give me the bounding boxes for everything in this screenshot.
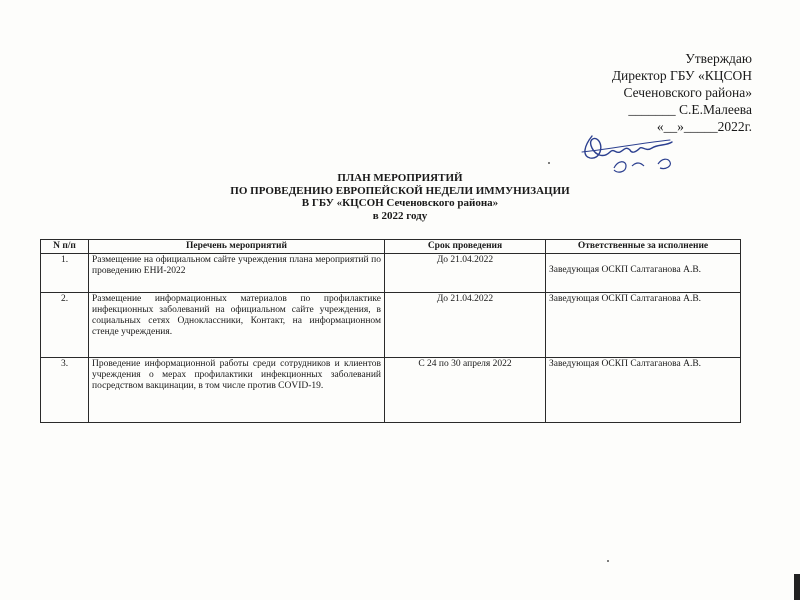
header-num: N п/п [41,240,89,254]
row-responsible-cell [546,254,741,293]
row-responsible: Заведующая ОСКП Салтаганова А.В. [549,265,702,275]
header-activity: Перечень мероприятий [89,240,385,254]
title-line-2: ПО ПРОВЕДЕНИЮ ЕВРОПЕЙСКОЙ НЕДЕЛИ ИММУНИЗАЦИИ [230,184,570,197]
row-activity: Размещение на официальном сайте учреждения плана мероприятий по проведению ЕНИ-2022 [89,254,385,293]
approval-position: Директор ГБУ «КЦСОН [611,68,752,83]
table-header-row [41,240,741,254]
header-responsible: Ответственные за исполнение [546,240,741,254]
approval-block [552,50,752,135]
title-line-4: в 2022 году [372,209,428,222]
plan-table [40,239,741,423]
table-row [41,293,741,358]
approval-heading: Утверждаю [685,51,752,66]
scan-edge-mark [794,574,800,600]
row-num: 2. [41,293,89,358]
row-num: 3. [41,358,89,423]
title-line-3: В ГБУ «КЦСОН Сеченовского района» [301,197,499,209]
row-responsible: Заведующая ОСКП Салтаганова А.В. [546,358,741,423]
row-activity: Проведение информационной работы среди сотрудников и клиентов учреждения о мерах профилактики инфекционных заболеваний посредством вакцинации, в том числе против COVID-19. [89,358,385,423]
row-term: До 21.04.2022 [385,293,546,358]
approval-organization: Сеченовского района» [623,85,752,100]
approval-signatory: _______ С.Е.Малеева [628,102,752,117]
row-term: С 24 по 30 апреля 2022 [385,358,546,423]
row-num: 1. [41,254,89,293]
row-activity: Размещение информационных материалов по профилактике инфекционных заболеваний на официальном сайте учреждения, в социальных сетях Одноклассники, Контакт, на информационном стенде учреждения. [89,293,385,358]
header-term: Срок проведения [385,240,546,254]
table-row [41,358,741,423]
row-term: До 21.04.2022 [385,254,546,293]
approval-date: «__»_____2022г. [656,119,752,134]
document-title [0,172,800,222]
table-row [41,254,741,293]
title-line-1: ПЛАН МЕРОПРИЯТИЙ [337,172,463,184]
scan-speck [607,560,609,562]
scan-speck [548,162,550,164]
row-responsible: Заведующая ОСКП Салтаганова А.В. [546,293,741,358]
